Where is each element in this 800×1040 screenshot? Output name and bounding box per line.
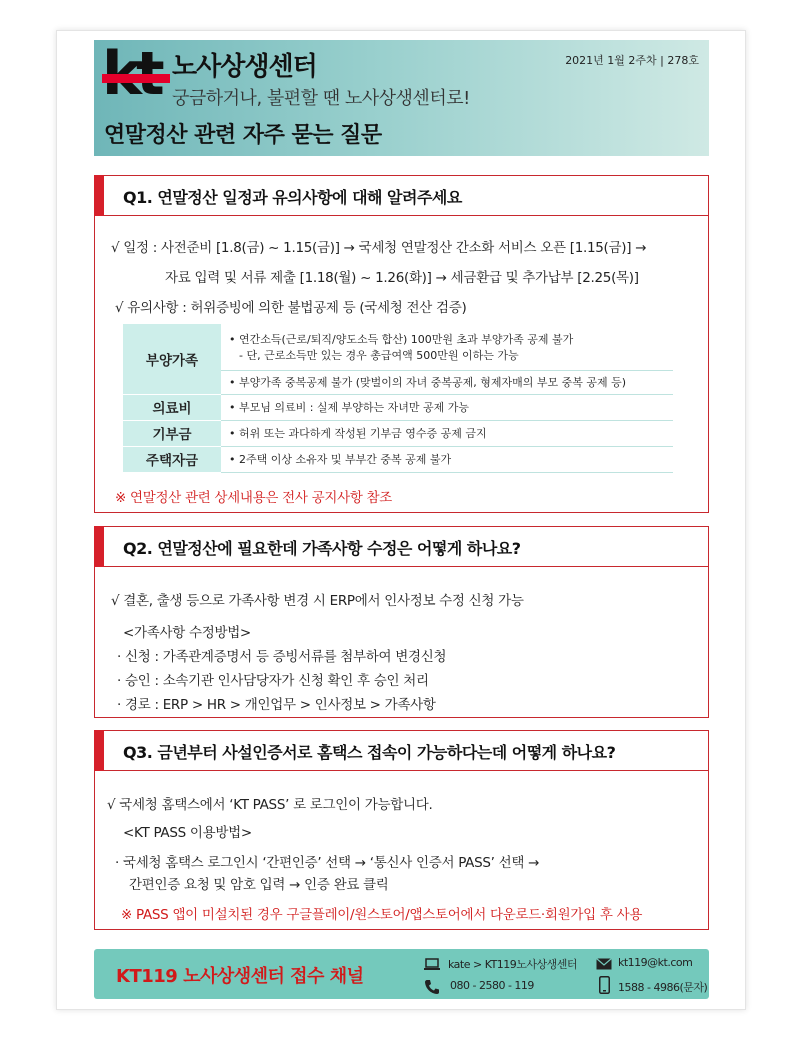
q2-path: · 경로 : ERP > HR > 개인업무 > 인사정보 > 가족사항: [117, 697, 436, 713]
contact-footer: [94, 949, 709, 999]
category-medical: 의료비: [123, 394, 221, 420]
q1-schedule-line2: 자료 입력 및 서류 제출 [1.18(월) ~ 1.26(화)] → 세금환급 및 추가납부 [2.25(목)]: [165, 270, 639, 286]
q3-method-title: <KT PASS 이용방법>: [123, 825, 252, 841]
center-title: 노사상생센터: [172, 52, 317, 82]
q1-caution: √ 유의사항 : 허위증빙에 의한 불법공제 등 (국세청 전산 검증): [115, 300, 467, 316]
mobile-icon: [599, 976, 610, 994]
center-subtitle: 궁금하거나, 불편할 땐 노사상생센터로!: [172, 88, 470, 109]
q2-apply: · 신청 : 가족관계증명서 등 증빙서류를 첨부하여 변경신청: [117, 649, 447, 665]
q1-title: Q1. 연말정산 일정과 유의사항에 대해 알려주세요: [123, 188, 462, 207]
q3-header: [95, 731, 708, 771]
newsletter-header: [94, 40, 709, 156]
page-title: 연말정산 관련 자주 묻는 질문: [104, 123, 382, 148]
category-dependents: 부양가족: [123, 324, 221, 394]
dependents-item-1: • 연간소득(근로/퇴직/양도소득 합산) 100만원 초과 부양가족 공제 불가: [229, 332, 574, 346]
laptop-icon: [424, 958, 440, 972]
q3-step1: · 국세청 홈택스 로그인시 ‘간편인증’ 선택 → ‘통신사 인증서 PASS’ 선택 →: [115, 855, 540, 871]
q2-header: [95, 527, 708, 567]
mail-icon: [596, 958, 612, 970]
dependents-extra: • 부양가족 중복공제 불가 (맞벌이의 자녀 중복공제, 형제자매의 부모 중복 공제 등): [221, 370, 673, 394]
q2-box: [94, 526, 709, 718]
table-row: [123, 324, 673, 370]
q1-accent-bar: [94, 175, 104, 216]
q2-line1: √ 결혼, 출생 등으로 가족사항 변경 시 ERP에서 인사정보 수정 신청 가능: [111, 593, 524, 609]
table-row: [123, 420, 673, 446]
q3-title: Q3. 금년부터 사설인증서로 홈택스 접속이 가능하다는데 어떻게 하나요?: [123, 743, 616, 762]
q3-note: ※ PASS 앱이 미설치된 경우 구글플레이/원스토어/앱스토어에서 다운로드·회원가입 후 사용: [121, 907, 643, 923]
dependents-desc: [221, 324, 673, 370]
table-row: [123, 394, 673, 420]
kt-logo: [102, 44, 172, 106]
q1-note: ※ 연말정산 관련 상세내용은 전사 공지사항 참조: [115, 490, 393, 506]
q2-title: Q2. 연말정산에 필요한데 가족사항 수정은 어떻게 하나요?: [123, 539, 521, 558]
q1-schedule-line1: √ 일정 : 사전준비 [1.8(금) ~ 1.15(금)] → 국세청 연말정산 간소화 서비스 오픈 [1.15(금)] →: [111, 240, 647, 256]
footer-web[interactable]: kate > KT119노사상생센터: [448, 958, 578, 971]
footer-sms[interactable]: 1588 - 4986(문자): [618, 981, 708, 994]
phone-icon: [424, 979, 440, 995]
q3-box: [94, 730, 709, 930]
footer-title: KT119 노사상생센터 접수 채널: [116, 966, 364, 987]
category-housing: 주택자금: [123, 446, 221, 472]
q1-box: [94, 175, 709, 513]
q3-step2: 간편인증 요청 및 암호 입력 → 인증 완료 클릭: [129, 877, 389, 893]
dependents-item-2: - 단, 근로소득만 있는 경우 총급여액 500만원 이하는 가능: [239, 348, 519, 362]
issue-info: 2021년 1월 2주차 | 278호: [565, 54, 699, 67]
footer-phone[interactable]: 080 - 2580 - 119: [450, 979, 534, 992]
table-row: [123, 446, 673, 472]
q2-accent-bar: [94, 526, 104, 567]
q2-approve: · 승인 : 소속기관 인사담당자가 신청 확인 후 승인 처리: [117, 673, 429, 689]
deduction-table: [123, 324, 673, 473]
q1-header: [95, 176, 708, 216]
q3-line1: √ 국세청 홈택스에서 ‘KT PASS’ 로 로그인이 가능합니다.: [107, 797, 433, 813]
footer-email[interactable]: kt119@kt.com: [618, 956, 693, 969]
q3-accent-bar: [94, 730, 104, 771]
donation-desc: • 허위 또는 과다하게 작성된 기부금 영수증 공제 금지: [221, 420, 673, 446]
housing-desc: • 2주택 이상 소유자 및 부부간 중복 공제 불가: [221, 446, 673, 472]
category-donation: 기부금: [123, 420, 221, 446]
medical-desc: • 부모님 의료비 : 실제 부양하는 자녀만 공제 가능: [221, 394, 673, 420]
q2-method-title: <가족사항 수정방법>: [123, 625, 251, 641]
